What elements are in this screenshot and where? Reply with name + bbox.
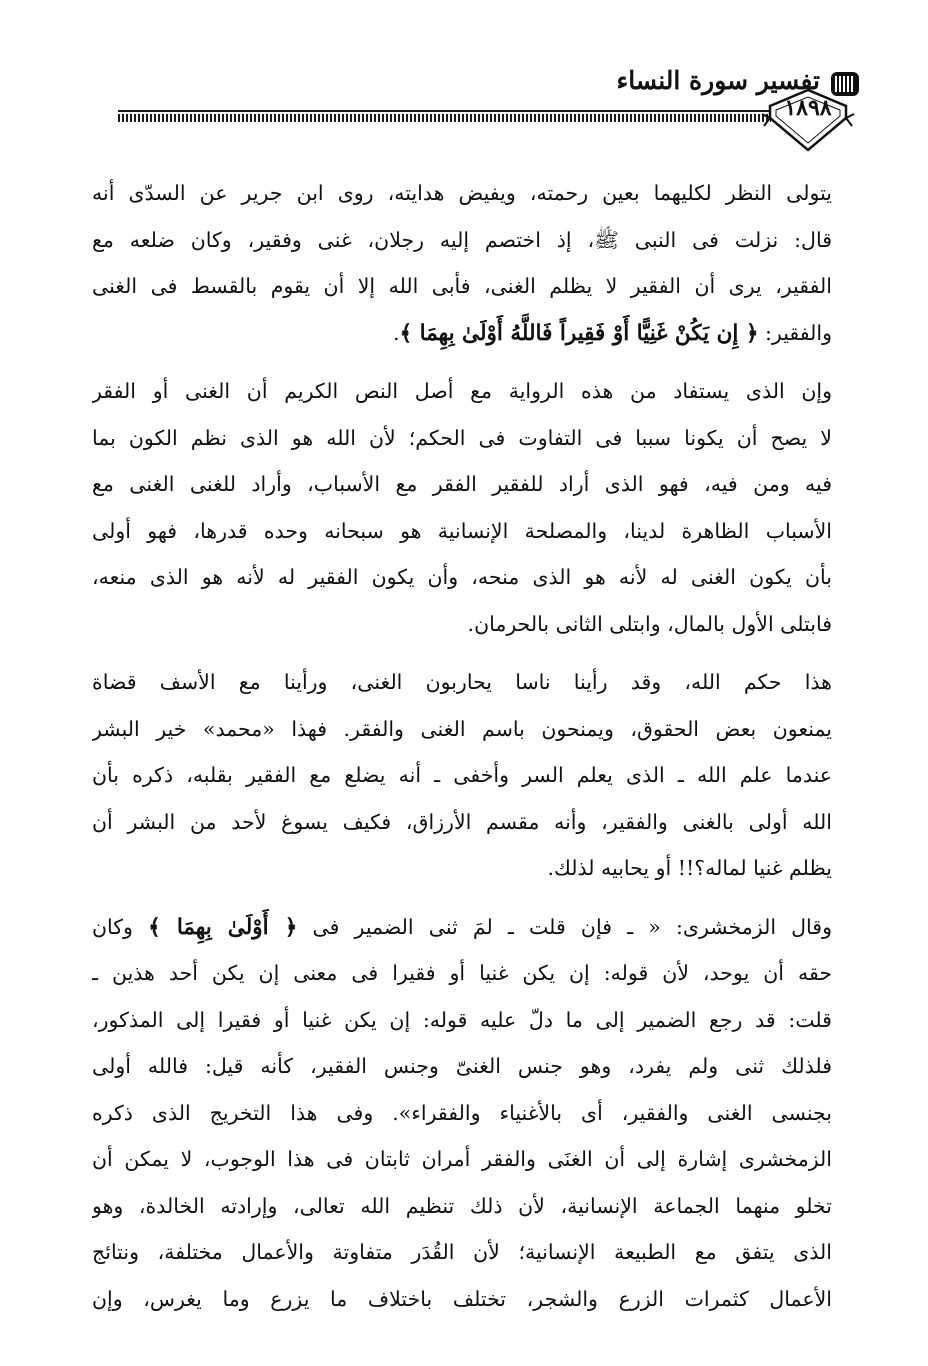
- page-number: ١٨٩٨: [784, 95, 832, 121]
- text-line: بأن يكون الغنى له لأنه هو الذى منحه، وأن يكون الفقير له لأنه هو الذى منعه،: [92, 565, 832, 589]
- text-line: قال: نزلت فى النبى ﷺ، إذ اختصم إليه رجلان، غنى وفقير، وكان ضلعه مع: [92, 227, 832, 252]
- text-fragment: والفقير:: [758, 320, 832, 345]
- text-line: الأعمال كثمرات الزرع والشجر، تختلف باختلاف ما يزرع وما يغرس، وإن: [92, 1286, 832, 1311]
- header-rule-line: [118, 110, 771, 112]
- text-line: يظلم غنيا لماله؟!! أو يحابيه لذلك.: [547, 856, 832, 880]
- running-title: تفسير سورة النساء: [616, 66, 820, 95]
- text-line: تخلو منهما الجماعة الإنسانية، لأن ذلك تنظيم الله تعالى، وإرادته الخالدة، وهو: [92, 1193, 832, 1218]
- text-line: [92, 904, 832, 951]
- text-line: الله أولى بالغنى والفقير، وأنه مقسم الأرزاق، فكيف يسوغ لأحد من البشر أن: [92, 809, 832, 834]
- paragraph: [92, 904, 832, 1323]
- text-fragment: .: [393, 320, 400, 345]
- text-line: لا يصح أن يكونا سببا فى التفاوت فى الحكم؛ لأن الله هو الذى نظم الكون بما: [92, 425, 832, 450]
- header-rule: [118, 114, 771, 122]
- text-line: الفقير، يرى أن الفقير لا يظلم الغنى، فأبى الله إلا أن يقوم بالقسط فى الغنى: [92, 274, 832, 298]
- text-line: الذى يتفق مع الطبيعة الإنسانية؛ لأن القُدَر متفاوتة والأعمال مختلفة، ونتائج: [92, 1240, 832, 1264]
- text-line: فيه ومن فيه، فهو الذى أراد للفقير الفقر مع الأسباب، وأراد للغنى الغنى مع: [92, 472, 832, 496]
- text-line: بجنسى الغنى والفقير، أى بالأغنياء والفقراء». وفى هذا التخريج الذى ذكره: [92, 1100, 832, 1125]
- text-line: عندما علم الله ـ الذى يعلم السر وأخفى ـ أنه يضلع مع الفقير بقلبه، ذكره بأن: [92, 763, 832, 787]
- text-line: قلت: قد رجع الضمير إلى ما دلّ عليه قوله: إن يكن غنيا أو فقيرا إلى المذكور،: [92, 1007, 832, 1032]
- paragraph: [92, 170, 832, 356]
- text-line: يتولى النظر لكليهما بعين رحمته، ويفيض هدايته، روى ابن جرير عن السدّى أنه: [92, 181, 832, 205]
- text-fragment: وقال الزمخشرى: « ـ فإن قلت ـ لمَ ثنى الضمير فى: [297, 914, 832, 939]
- text-line: حقه أن يوحد، لأن قوله: إن يكن غنيا أو فقيرا فى معنى إن يكن أحد هذين ـ: [92, 961, 832, 985]
- text-line: فلذلك ثنى ولم يفرد، وهو جنس الغنىّ وجنس الفقير، كأنه قيل: فالله أولى: [92, 1054, 832, 1078]
- text-line: فابتلى الأول بالمال، وابتلى الثانى بالحرمان.: [467, 611, 832, 636]
- paragraph: [92, 368, 832, 647]
- quran-verse: ﴿ أَوْلَىٰ بِهِمَا ﴾: [148, 914, 298, 940]
- text-line: هذا حكم الله، وقد رأينا ناسا يحاربون الغنى، ورأينا مع الأسف قضاة: [92, 670, 832, 694]
- body-text: [92, 170, 832, 1322]
- text-line: الأسباب الظاهرة لدينا، والمصلحة الإنسانية هو سبحانه وحده قدرها، فهو أولى: [92, 518, 832, 543]
- paragraph: [92, 659, 832, 892]
- quran-verse: ﴿ إِن يَكُنْ غَنِيًّا أَوْ فَقِيراً فَاللَّهُ أَوْلَىٰ بِهِمَا ﴾: [399, 320, 759, 346]
- text-line: يمنعون بعض الحقوق، ويمنحون باسم الغنى والفقر. فهذا «محمد» خير البشر: [92, 716, 832, 741]
- text-line: [92, 310, 832, 357]
- text-line: وإن الذى يستفاد من هذه الرواية مع أصل النص الكريم أن الغنى أو الفقر: [92, 379, 832, 403]
- text-line: الزمخشرى إشارة إلى أن الغنَى والفقر أمران ثابتان فى هذا الوجوب، لا يمكن أن: [92, 1147, 832, 1171]
- text-fragment: وكان: [92, 914, 149, 939]
